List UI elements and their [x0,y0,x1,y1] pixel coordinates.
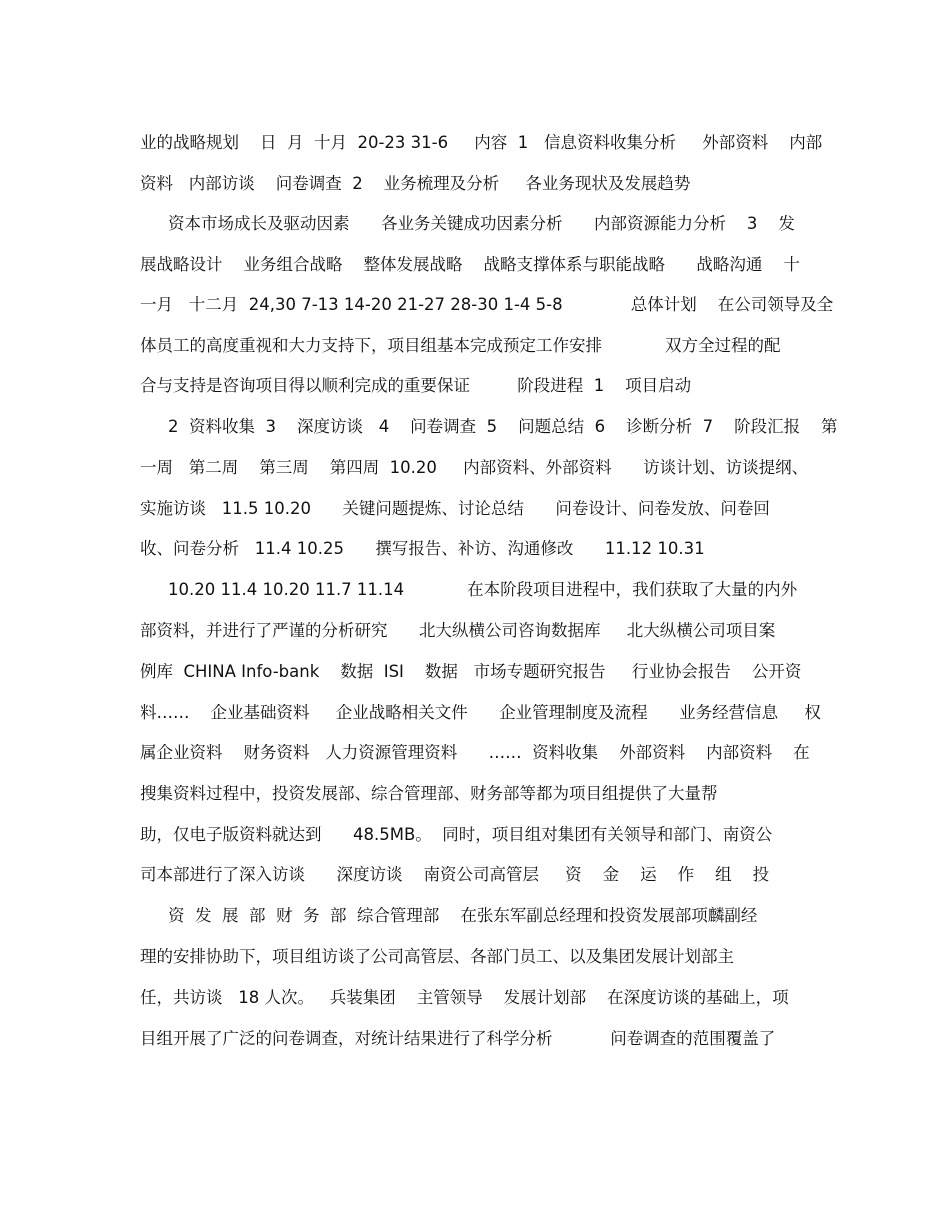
text-line: 收、问卷分析 11.4 10.25 撰写报告、补访、沟通修改 11.12 10.31 [140,539,705,558]
text-line: 任，共访谈 18 人次。 兵装集团 主管领导 发展计划部 在深度访谈的基础上，项 [140,988,789,1007]
text-line: 展战略设计 业务组合战略 整体发展战略 战略支撑体系与职能战略 战略沟通 十 [140,255,800,274]
text-line: 助，仅电子版资料就达到 48.5MB。 同时，项目组对集团有关领导和部门、南资公 [140,825,773,844]
text-line: 资 发 展 部 财 务 部 综合管理部 在张东军副总经理和投资发展部项麟副经 [168,906,758,925]
text-line: 司本部进行了深入访谈 深度访谈 南资公司高管层 资 金 运 作 组 投 [140,865,770,884]
text-line: 部资料，并进行了严谨的分析研究 北大纵横公司咨询数据库 北大纵横公司项目案 [140,621,776,640]
text-line: 合与支持是咨询项目得以顺利完成的重要保证 阶段进程 1 项目启动 [140,376,692,395]
text-line: 10.20 11.4 10.20 11.7 11.14 在本阶段项目进程中，我们获取了大量的内外 [168,580,798,599]
text-line: 一月 十二月 24,30 7-13 14-20 21-27 28-30 1-4 5-8 总体计划 在公司领导及全 [140,295,834,314]
text-line: 资本市场成长及驱动因素 各业务关键成功因素分析 内部资源能力分析 3 发 [168,214,795,233]
text-line: 体员工的高度重视和大力支持下，项目组基本完成预定工作安排 双方全过程的配 [140,336,781,355]
text-line: 搜集资料过程中，投资发展部、综合管理部、财务部等都为项目组提供了大量帮 [140,784,718,803]
text-line: 料…… 企业基础资料 企业战略相关文件 企业管理制度及流程 业务经营信息 权 [140,703,821,722]
text-line: 属企业资料 财务资料 人力资源管理资料 …… 资料收集 外部资料 内部资料 在 [140,743,810,762]
text-line: 实施访谈 11.5 10.20 关键问题提炼、讨论总结 问卷设计、问卷发放、问卷回 [140,499,770,518]
text-line: 理的安排协助下，项目组访谈了公司高管层、各部门员工、以及集团发展计划部主 [140,947,734,966]
text-line: 例库 CHINA Info-bank 数据 ISI 数据 市场专题研究报告 行业协会报告 公开资 [140,662,802,681]
text-line: 目组开展了广泛的问卷调查，对统计结果进行了科学分析 问卷调查的范围覆盖了 [140,1029,776,1048]
text-line: 一周 第二周 第三周 第四周 10.20 内部资料、外部资料 访谈计划、访谈提纲、 [140,458,809,477]
text-line: 业的战略规划 日 月 十月 20-23 31-6 内容 1 信息资料收集分析 外部资料 内部 [140,133,823,152]
text-line: 2 资料收集 3 深度访谈 4 问卷调查 5 问题总结 6 诊断分析 7 阶段汇报 第 [168,417,838,436]
text-line: 资料 内部访谈 问卷调查 2 业务梳理及分析 各业务现状及发展趋势 [140,174,691,193]
